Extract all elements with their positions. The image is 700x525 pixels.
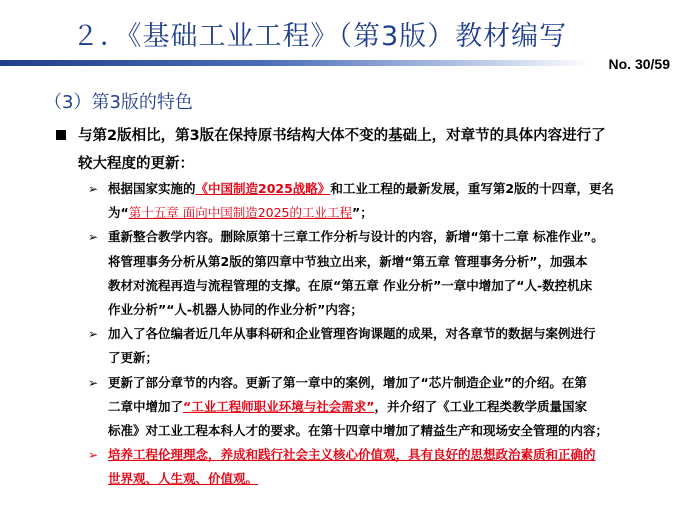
subpoint-list	[88, 177, 668, 492]
title-underline-bar	[0, 60, 590, 66]
arrow-bullet-icon: ➢	[88, 375, 99, 390]
main-bullet-line-2: 较大程度的更新：	[78, 156, 194, 172]
subpoint-1	[88, 177, 668, 225]
subpoint-4-line-3: 标准》对工业工程本科人才的要求。在第十四章中增加了精益生产和现场安全管理的内容；	[108, 423, 609, 439]
subpoint-2-line-1: 重新整合教学内容。删除原第十三章工作分析与设计的内容，新增“第十二章 标准作业”。	[108, 229, 604, 245]
subpoint-1-line-2: 为“第十五章 面向中国制造2025的工业工程”；	[108, 205, 373, 221]
section-title: （3）第3版的特色	[44, 92, 193, 113]
page-number: No. 30/59	[608, 56, 670, 72]
highlight-link: 《中国制造2025战略》	[195, 181, 331, 196]
arrow-bullet-icon: ➢	[88, 182, 99, 196]
subpoint-2-line-4: 作业分析”“人-机器人协同的作业分析”内容；	[108, 302, 363, 318]
arrow-bullet-icon: ➢	[88, 448, 99, 463]
subpoint-2-line-2: 将管理事务分析从第2版的第四章中节独立出来，新增“第五章 管理事务分析”，加强本	[108, 253, 588, 269]
subpoint-2	[88, 225, 668, 322]
subpoint-4-line-2: 二章中增加了“工业工程师职业环境与社会需求”，并介绍了《工业工程类教学质量国家	[108, 398, 587, 414]
highlight-link: 第十五章 面向中国制造2025的工业工程	[128, 205, 353, 221]
square-bullet-icon	[56, 130, 66, 140]
subpoint-4	[88, 371, 668, 444]
subpoint-3-line-2: 了更新；	[108, 350, 159, 366]
subpoint-1-line-1: 根据国家实施的《中国制造2025战略》和工业工程的最新发展，重写第2版的十四章，更名	[108, 181, 615, 196]
subpoint-3-line-1: 加入了各位编者近几年从事科研和企业管理咨询课题的成果，对各章节的数据与案例进行	[108, 326, 596, 342]
subpoint-2-line-3: 教材对流程再造与流程管理的支撑。在原“第五章 作业分析”一章中增加了“人-数控机床	[108, 277, 593, 293]
arrow-bullet-icon: ➢	[88, 327, 99, 342]
subpoint-5-line-1: 培养工程伦理理念，养成和践行社会主义核心价值观，具有良好的思想政治素质和正确的	[108, 447, 596, 463]
main-bullet-line-1: 与第2版相比，第3版在保持原书结构大体不变的基础上，对章节的具体内容进行了	[78, 128, 606, 144]
slide-title: ２．《基础工业工程》（第3版）教材编写	[72, 21, 568, 52]
subpoint-4-line-1: 更新了部分章节的内容。更新了第一章中的案例，增加了“芯片制造企业”的介绍。在第	[108, 374, 587, 390]
subpoint-3	[88, 322, 668, 370]
main-bullet-item	[56, 122, 676, 178]
arrow-bullet-icon: ➢	[88, 230, 99, 245]
highlight-link: “工业工程师职业环境与社会需求”	[183, 398, 375, 414]
subpoint-5	[88, 443, 668, 491]
subpoint-5-line-2: 世界观、人生观、价值观。	[108, 471, 259, 487]
